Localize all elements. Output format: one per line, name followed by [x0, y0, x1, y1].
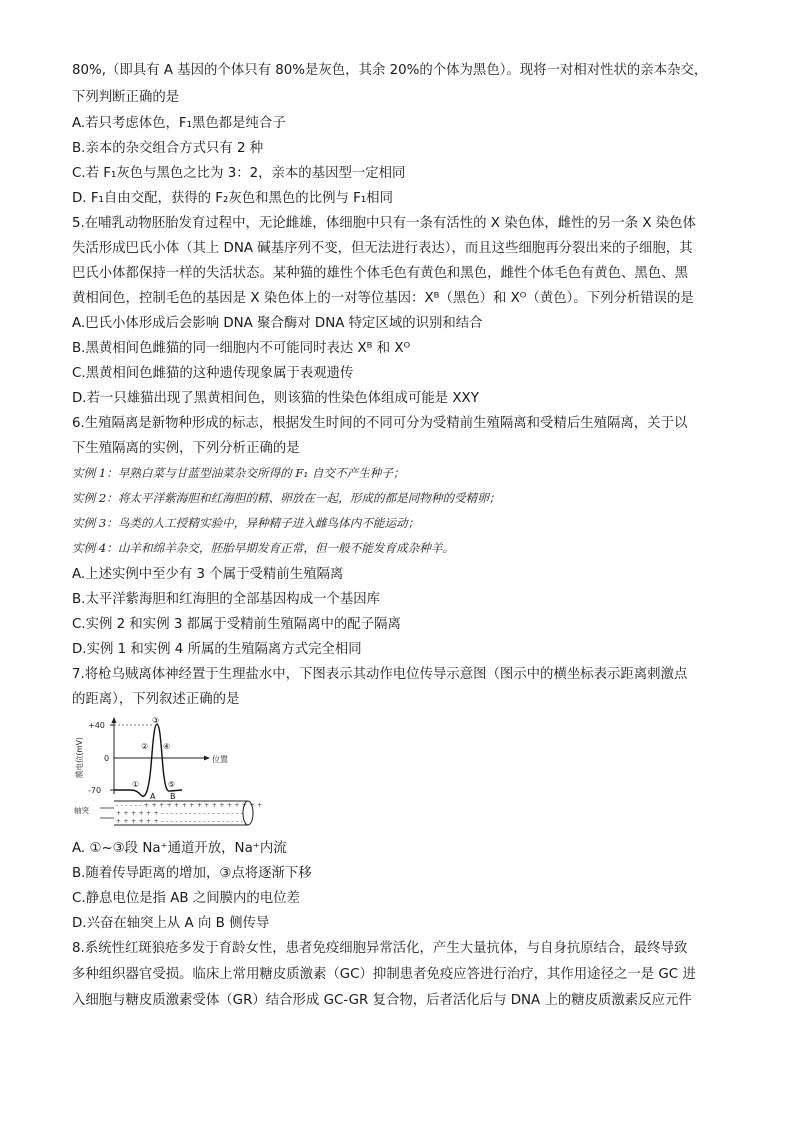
segment-a-label: A	[150, 792, 156, 801]
y-axis-label: 膜电位(mV)	[75, 737, 84, 778]
example-2: 实例 2：将太平洋紫海胆和红海胆的精、卵放在一起，形成的都是同物种的受精卵；	[72, 491, 501, 505]
axon-lead-lines	[100, 808, 114, 818]
text-line: 下生殖隔离的实例，下列分析正确的是	[72, 441, 300, 456]
option-c: C.实例 2 和实例 3 都属于受精前生殖隔离中的配子隔离	[72, 617, 401, 632]
action-potential-svg	[70, 716, 265, 831]
text-line: 巴氏小体都保持一样的失活状态。某种猫的雄性个体毛色有黄色和黑色，雌性个体毛色有黄色、黑色、黑	[72, 266, 688, 281]
x-axis-label: 位置	[212, 755, 228, 764]
text-line: 入细胞与糖皮质激素受体（GR）结合形成 GC-GR 复合物，后者活化后与 DNA 上的糖皮质激素反应元件	[72, 993, 692, 1008]
question-8-stem: 8.系统性红斑狼疮多发于育龄女性，患者免疫细胞异常活化，产生大量抗体，与自身抗原结合，最终导致	[72, 941, 688, 956]
text-line: 失活形成巴氏小体（其上 DNA 碱基序列不变，但无法进行表达），而且这些细胞再分裂出来的子细胞，其	[72, 241, 693, 256]
text-line: 80%,（即具有 A 基因的个体只有 80%是灰色，其余 20%的个体为黑色）。现将一对相对性状的亲本杂交，	[72, 63, 708, 78]
point-1-label: ①	[132, 780, 140, 789]
option-d: D. F₁自由交配，获得的 F₂灰色和黑色的比例与 F₁相同	[72, 191, 393, 206]
tick-label-zero: 0	[104, 754, 110, 763]
membrane-charges-outer: - - - - - - + + + + + + + + + + + + + + + + + +	[116, 802, 265, 809]
tick-label-top: +40	[88, 721, 105, 730]
option-c: C.若 F₁灰色与黑色之比为 3：2，亲本的基因型一定相同	[72, 166, 406, 181]
point-5-label: ⑤	[168, 780, 176, 789]
axon-label: 轴突	[74, 806, 89, 815]
text-line: 下列判断正确的是	[72, 90, 180, 105]
tick-label-bottom: -70	[88, 786, 102, 795]
text-line: 黄相间色，控制毛色的基因是 X 染色体上的一对等位基因：Xᴮ（黑色）和 Xᴼ（黄色）。下列分析错误的是	[72, 291, 694, 306]
option-d: D.若一只雄猫出现了黑黄相间色，则该猫的性染色体组成可能是 XXY	[72, 391, 479, 406]
example-4: 实例 4：山羊和绵羊杂交，胚胎早期发育正常，但一般不能发育成杂种羊。	[72, 541, 455, 555]
point-3-label: ③	[152, 716, 160, 725]
option-b: B.黑黄相间色雌猫的同一细胞内不可能同时表达 Xᴮ 和 Xᴼ	[72, 341, 411, 356]
segment-b-label: B	[170, 792, 176, 801]
action-potential-figure	[70, 716, 265, 831]
option-a: A.上述实例中至少有 3 个属于受精前生殖隔离	[72, 567, 344, 582]
point-4-label: ④	[163, 742, 171, 751]
option-c: C.静息电位是指 AB 之间膜内的电位差	[72, 891, 300, 906]
point-2-label: ②	[141, 742, 149, 751]
example-1: 实例 1：早熟白菜与甘蓝型油菜杂交所得的 F₁ 自交不产生种子；	[72, 466, 405, 480]
text-line: 的距离），下列叙述正确的是	[72, 692, 240, 707]
option-a: A.若只考虑体色，F₁黑色都是纯合子	[72, 116, 286, 131]
example-3: 实例 3：鸟类的人工授精实验中，异种精子进入雌鸟体内不能运动；	[72, 516, 420, 530]
membrane-charges-inner-2: + + + + + + - - - - - - - - - - - - - - - - - -	[116, 818, 244, 825]
option-b: B.随着传导距离的增加，③点将逐渐下移	[72, 866, 312, 881]
option-b: B.太平洋紫海胆和红海胆的全部基因构成一个基因库	[72, 592, 381, 607]
y-axis-arrow	[112, 717, 117, 723]
option-a: A.巴氏小体形成后会影响 DNA 聚合酶对 DNA 特定区域的识别和结合	[72, 316, 483, 331]
question-6-stem: 6.生殖隔离是新物种形成的标志，根据发生时间的不同可分为受精前生殖隔离和受精后生殖隔离，关于以	[72, 416, 688, 431]
question-7-stem: 7.将枪乌贼离体神经置于生理盐水中，下图表示其动作电位传导示意图（图示中的横坐标表示距离刺激点	[72, 667, 688, 682]
option-d: D.实例 1 和实例 4 所属的生殖隔离方式完全相同	[72, 642, 362, 657]
question-5-stem: 5.在哺乳动物胚胎发育过程中，无论雌雄，体细胞中只有一条有活性的 X 染色体，雌性的另一条 X 染色体	[72, 216, 696, 231]
text-line: 多种组织器官受损。临床上常用糖皮质激素（GC）抑制患者免疫应答进行治疗，其作用途径之一是 GC 进	[72, 967, 696, 982]
membrane-charges-inner-1: + + + + + + - - - - - - - - - - - - - - - - - -	[116, 810, 244, 817]
option-a: A. ①~③段 Na⁺通道开放，Na⁺内流	[72, 841, 287, 856]
option-d: D.兴奋在轴突上从 A 向 B 侧传导	[72, 916, 270, 931]
option-b: B.亲本的杂交组合方式只有 2 种	[72, 141, 264, 156]
x-axis-arrow	[204, 756, 210, 761]
option-c: C.黑黄相间色雌猫的这种遗传现象属于表观遗传	[72, 366, 354, 381]
